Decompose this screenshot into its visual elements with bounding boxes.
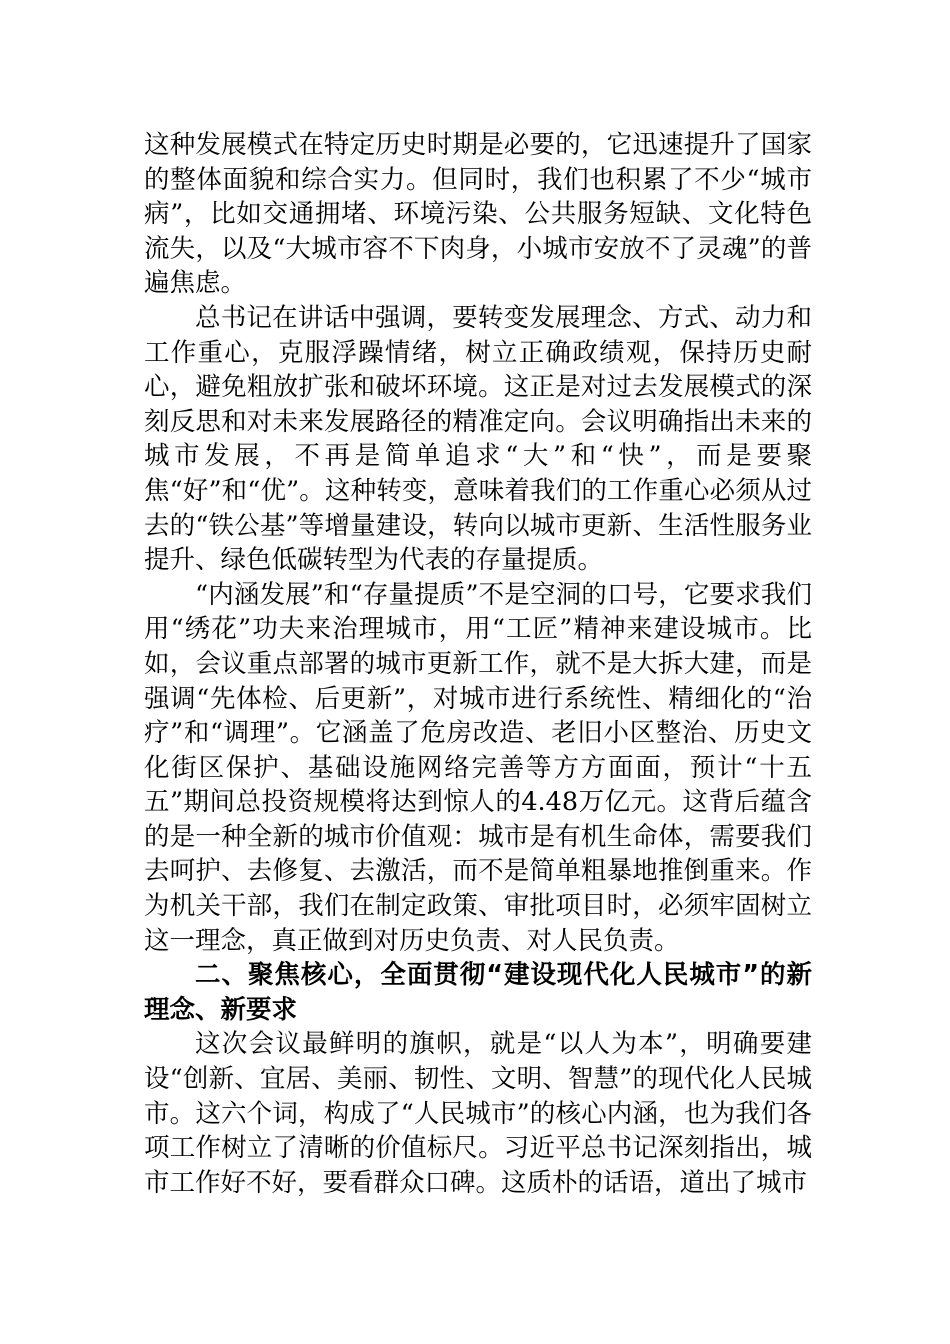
paragraph-people-city: 这次会议最鲜明的旗帜，就是“以人为本”，明确要建设“创新、宜居、美丽、韧性、文明、智慧”的现代化人民城市。这六个词，构成了“人民城市”的核心内涵，也为我们各项工作树立了清晰的价值标尺。习近平总书记深刻指出，城市工作好不好，要看群众口碑。这质朴的话语，道出了城市 — [144, 1029, 812, 1198]
document-body — [144, 128, 812, 1200]
paragraph-urban-renewal: “内涵发展”和“存量提质”不是空洞的口号，它要求我们用“绣花”功夫来治理城市，用“工匠”精神来建设城市。比如，会议重点部署的城市更新工作，就不是大拆大建，而是强调“先体检、后更新”，对城市进行系统性、精细化的“治疗”和“调理”。它涵盖了危房改造、老旧小区整治、历史文化街区保护、基础设施网络完善等方方面面，预计“十五五”期间总投资规模将达到惊人的4.48万亿元。这背后蕴含的是一种全新的城市价值观：城市是有机生命体，需要我们去呵护、去修复、去激活，而不是简单粗暴地推倒重来。作为机关干部，我们在制定政策、审批项目时，必须牢固树立这一理念，真正做到对历史负责、对人民负责。 — [144, 579, 812, 956]
section-heading: 二、聚焦核心，全面贯彻“建设现代化人民城市”的新理念、新要求 — [144, 960, 812, 1025]
paragraph-transformation: 总书记在讲话中强调，要转变发展理念、方式、动力和工作重心，克服浮躁情绪，树立正确政绩观，保持历史耐心，避免粗放扩张和破坏环境。这正是对过去发展模式的深刻反思和对未来发展路径的精准定向。会议明确指出未来的城市发展，不再是简单追求“大”和“快”，而是要聚焦“好”和“优”。这种转变，意味着我们的工作重心必须从过去的“铁公基”等增量建设，转向以城市更新、生活性服务业提升、绿色低碳转型为代表的存量提质。 — [144, 302, 812, 576]
paragraph-continuation: 这种发展模式在特定历史时期是必要的，它迅速提升了国家的整体面貌和综合实力。但同时，我们也积累了不少“城市病”，比如交通拥堵、环境污染、公共服务短缺、文化特色流失，以及“大城市容不下肉身，小城市安放不了灵魂”的普遍焦虑。 — [144, 130, 812, 299]
